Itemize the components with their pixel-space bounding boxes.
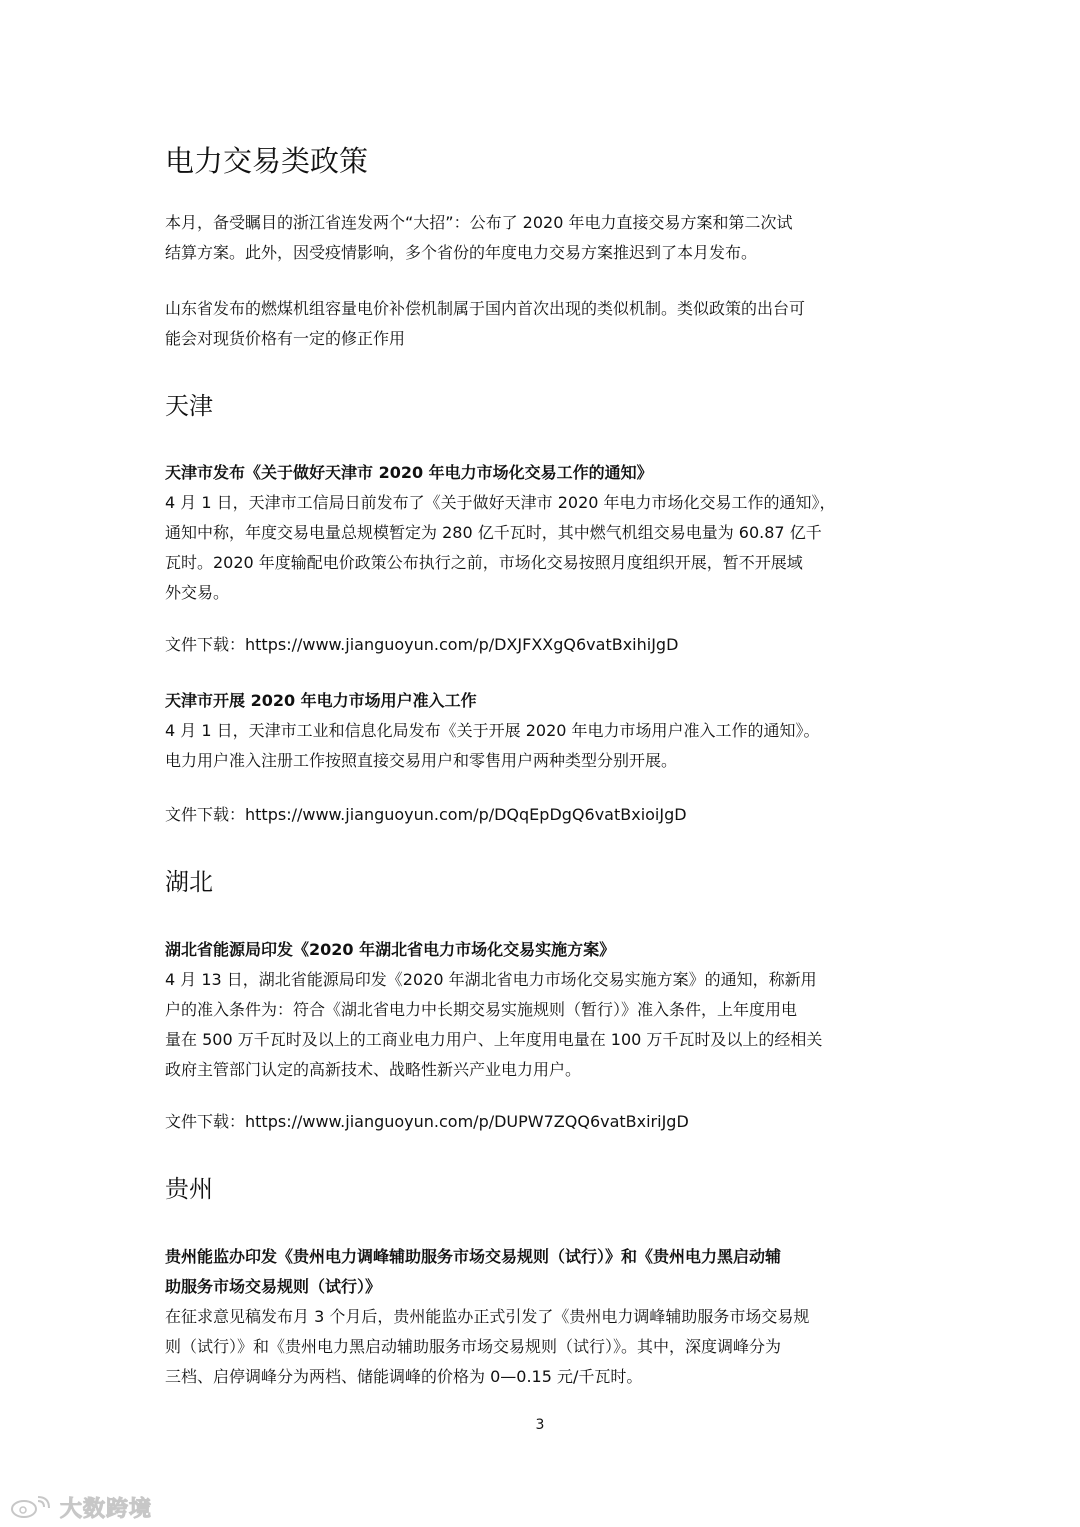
intro-paragraph-2 xyxy=(165,294,925,354)
text-line: 三档、启停调峰分为两档、储能调峰的价格为 0—0.15 元/千瓦时。 xyxy=(165,1367,643,1386)
policy-item-guizhou-1 xyxy=(165,1242,925,1392)
policy-item-title: 助服务市场交易规则（试行）》 xyxy=(165,1277,382,1296)
section-heading-guizhou: 贵州 xyxy=(165,1175,213,1203)
policy-item-title: 天津市开展 2020 年电力市场用户准入工作 xyxy=(165,691,477,710)
text-line: 在征求意见稿发布月 3 个月后，贵州能监办正式引发了《贵州电力调峰辅助服务市场交易规 xyxy=(165,1307,810,1326)
weibo-logo-icon xyxy=(10,1495,54,1519)
intro-paragraph-1 xyxy=(165,208,925,268)
text-line: 瓦时。2020 年度输配电价政策公布执行之前，市场化交易按照月度组织开展，暂不开展域 xyxy=(165,553,803,572)
download-row xyxy=(165,1107,925,1137)
text-line: 则（试行）》和《贵州电力黑启动辅助服务市场交易规则（试行）》。其中，深度调峰分为 xyxy=(165,1337,782,1356)
policy-item-hubei-1 xyxy=(165,935,925,1085)
download-link[interactable]: https://www.jianguoyun.com/p/DXJFXXgQ6vatBxihiJgD xyxy=(245,635,679,654)
download-row xyxy=(165,630,925,660)
page-title: 电力交易类政策 xyxy=(165,144,369,178)
page-number: 3 xyxy=(535,1417,545,1433)
download-link[interactable]: https://www.jianguoyun.com/p/DQqEpDgQ6vatBxioiJgD xyxy=(245,805,687,824)
text-line: 4 月 1 日，天津市工信局日前发布了《关于做好天津市 2020 年电力市场化交易工作的通知》， xyxy=(165,493,836,512)
text-line: 通知中称，年度交易电量总规模暂定为 280 亿千瓦时，其中燃气机组交易电量为 60.87 亿千 xyxy=(165,523,822,542)
text-line: 电力用户准入注册工作按照直接交易用户和零售用户两种类型分别开展。 xyxy=(165,751,678,770)
policy-item-tianjin-2 xyxy=(165,686,925,776)
download-link[interactable]: https://www.jianguoyun.com/p/DUPW7ZQQ6vatBxiriJgD xyxy=(245,1112,689,1131)
section-heading-hubei: 湖北 xyxy=(165,868,213,896)
watermark-text: 大数跨境 xyxy=(60,1496,153,1522)
text-line: 户的准入条件为：符合《湖北省电力中长期交易实施规则（暂行）》准入条件，上年度用电 xyxy=(165,1000,798,1019)
text-line: 结算方案。此外，因受疫情影响，多个省份的年度电力交易方案推迟到了本月发布。 xyxy=(165,243,758,262)
section-heading-tianjin: 天津 xyxy=(165,392,213,420)
text-line: 4 月 13 日，湖北省能源局印发《2020 年湖北省电力市场化交易实施方案》的通知，称新用 xyxy=(165,970,817,989)
text-line: 能会对现货价格有一定的修正作用 xyxy=(165,329,406,348)
policy-item-tianjin-1 xyxy=(165,458,925,608)
download-label: 文件下载： xyxy=(165,635,246,654)
policy-item-title: 贵州能监办印发《贵州电力调峰辅助服务市场交易规则（试行）》和《贵州电力黑启动辅 xyxy=(165,1247,782,1266)
document-page xyxy=(165,0,925,1527)
text-line: 政府主管部门认定的高新技术、战略性新兴产业电力用户。 xyxy=(165,1060,582,1079)
download-label: 文件下载： xyxy=(165,1112,246,1131)
policy-item-title: 天津市发布《关于做好天津市 2020 年电力市场化交易工作的通知》 xyxy=(165,463,653,482)
text-line: 外交易。 xyxy=(165,583,230,602)
text-line: 山东省发布的燃煤机组容量电价补偿机制属于国内首次出现的类似机制。类似政策的出台可 xyxy=(165,299,806,318)
text-line: 4 月 1 日，天津市工业和信息化局发布《关于开展 2020 年电力市场用户准入工作的通知》。 xyxy=(165,721,820,740)
policy-item-title: 湖北省能源局印发《2020 年湖北省电力市场化交易实施方案》 xyxy=(165,940,616,959)
download-label: 文件下载： xyxy=(165,805,246,824)
watermark xyxy=(10,1490,152,1524)
text-line: 量在 500 万千瓦时及以上的工商业电力用户、上年度用电量在 100 万千瓦时及以上的经相关 xyxy=(165,1030,823,1049)
download-row xyxy=(165,800,925,830)
text-line: 本月，备受瞩目的浙江省连发两个“大招”：公布了 2020 年电力直接交易方案和第二次试 xyxy=(165,213,793,232)
